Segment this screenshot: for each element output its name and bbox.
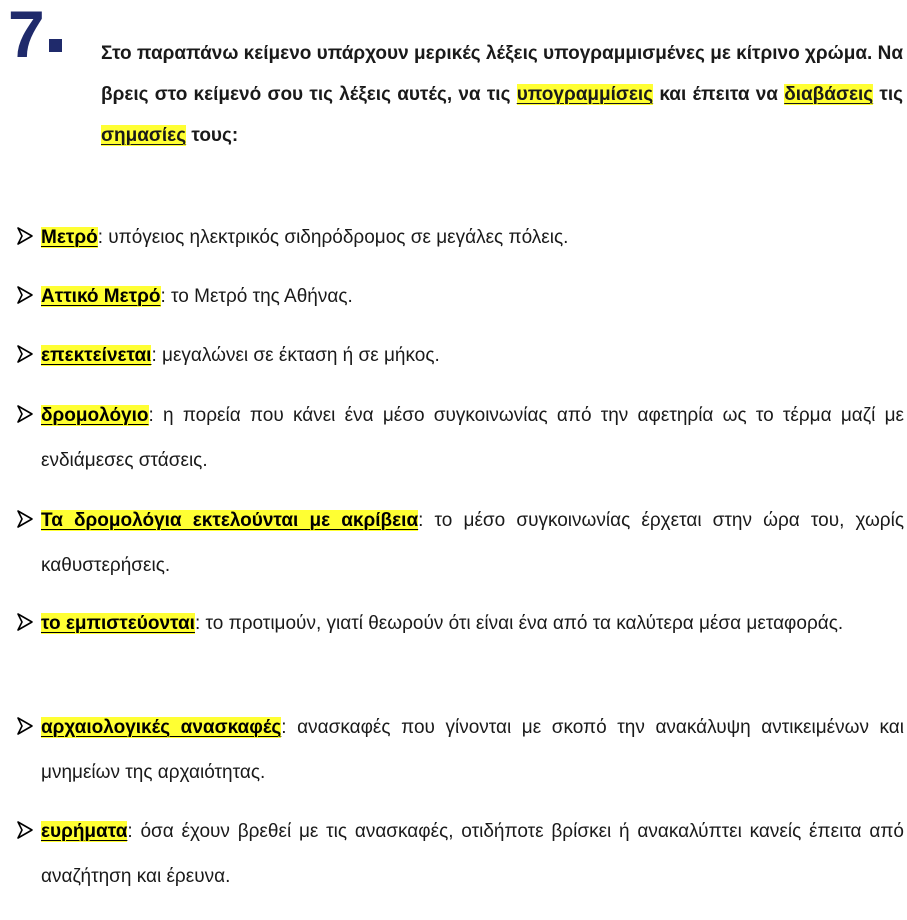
glossary-entry-metro <box>16 215 904 260</box>
instructions-paragraph <box>33 33 903 156</box>
glossary-entry-arxaiologikes-anaskafes <box>16 705 904 795</box>
glossary-term: αρχαιολογικές ανασκαφές <box>41 717 282 738</box>
arrow-bullet-icon <box>16 404 34 424</box>
glossary-term: Τα δρομολόγια εκτελούνται με ακρίβεια <box>41 510 419 531</box>
arrow-bullet-icon <box>16 344 34 364</box>
instructions-text-2: και έπειτα να <box>653 84 785 105</box>
glossary-definition: : μεγαλώνει σε έκταση ή σε μήκος. <box>151 345 440 366</box>
glossary-definition: : υπόγειος ηλεκτρικός σιδηρόδρομος σε μεγάλες πόλεις. <box>97 227 569 248</box>
glossary-term: Μετρό <box>41 227 98 248</box>
glossary-entry-attiko-metro <box>16 274 904 319</box>
glossary-term: Αττικό Μετρό <box>41 286 161 307</box>
instructions-text-4: τους: <box>186 125 239 146</box>
instructions-text-3: τις <box>873 84 904 105</box>
glossary-term: δρομολόγιο <box>41 405 149 426</box>
glossary-entry-dromologio <box>16 393 904 483</box>
arrow-bullet-icon <box>16 820 34 840</box>
glossary-definition: : η πορεία που κάνει ένα μέσο συγκοινωνίας από την αφετηρία ως το τέρμα μαζί με ενδιάμεσες στάσεις. <box>41 405 904 471</box>
highlighted-word-read: διαβάσεις <box>784 84 874 105</box>
glossary-definition: : το προτιμούν, γιατί θεωρούν ότι είναι ένα από τα καλύτερα μέσα μεταφοράς. <box>194 613 844 634</box>
glossary-entry-to-empisteyontai <box>16 601 904 646</box>
glossary-definition: : το Μετρό της Αθήνας. <box>160 286 353 307</box>
arrow-bullet-icon <box>16 285 34 305</box>
glossary-entry-eyrimata <box>16 809 904 899</box>
arrow-bullet-icon <box>16 226 34 246</box>
glossary-definition: : το μέσο συγκοινωνίας έρχεται στην ώρα του, χωρίς καθυστερήσεις. <box>41 510 904 576</box>
glossary-entry-dromologia-akriveia <box>16 498 904 588</box>
glossary-term: το εμπιστεύονται <box>41 613 195 634</box>
glossary-definition: : όσα έχουν βρεθεί με τις ανασκαφές, οτιδήποτε βρίσκει ή ανακαλύπτει κανείς έπειτα από αναζήτηση και έρευνα. <box>41 821 904 887</box>
instructions-text-1: Στο παραπάνω κείμενο υπάρχουν μερικές λέξεις υπογραμμισμένες με κίτρινο χρώμα. Να βρεις στο κείμενό σου τις λέξεις αυτές, να τις <box>101 43 903 105</box>
glossary-definition: : ανασκαφές που γίνονται με σκοπό την ανακάλυψη αντικειμένων και μνημείων της αρχαιότητας. <box>41 717 904 783</box>
arrow-bullet-icon <box>16 612 34 632</box>
glossary-term: ευρήματα <box>41 821 128 842</box>
highlighted-word-underline: υπογραμμίσεις <box>516 84 654 105</box>
glossary-entry-epekteinetai <box>16 333 904 378</box>
glossary-term: επεκτείνεται <box>41 345 152 366</box>
exercise-number: 7 <box>8 0 45 71</box>
highlighted-word-meanings: σημασίες <box>101 125 187 146</box>
exercise-instructions <box>33 33 903 156</box>
arrow-bullet-icon <box>16 509 34 529</box>
arrow-bullet-icon <box>16 716 34 736</box>
